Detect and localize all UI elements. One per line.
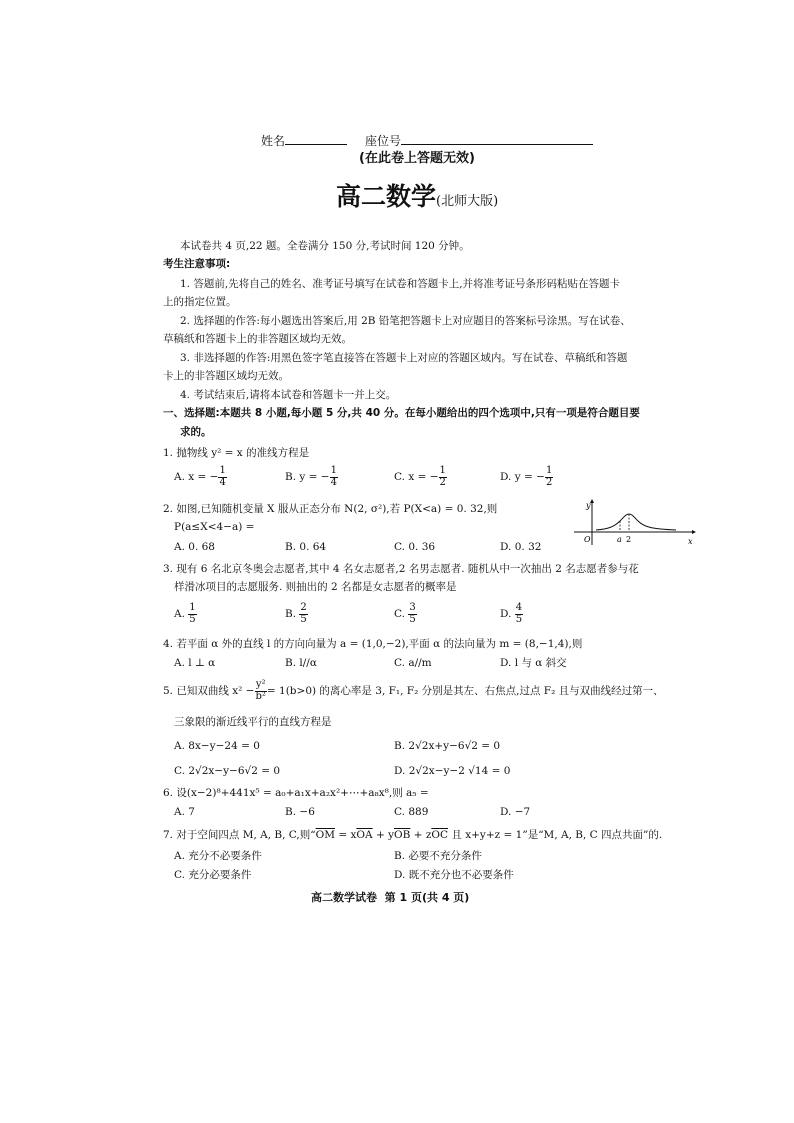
note-3b: 卡上的非答题区域均无效。: [163, 370, 289, 382]
note-1b: 上的指定位置。: [163, 296, 237, 308]
vector-ob: $\overline{OB}$: [394, 829, 411, 841]
q6-option-d: D. −7: [500, 806, 531, 818]
seat-field: [365, 133, 593, 149]
vector-om: $\overline{OM}$: [315, 829, 335, 841]
q1-option-c: C. x = − $\frac{1}{2}$: [394, 465, 446, 488]
q5-stem: 5. 已知双曲线 x² − $\frac{\text{y²}}{\text{b²}}$ = 1(b>0) 的离心率是 3, F₁, F₂ 分别是其左、右焦点,过点 F₂ 且与双曲线经过第一、: [163, 679, 664, 702]
q7-option-d: D. 既不充分也不必要条件: [394, 869, 514, 881]
q7-stem: 7. 对于空间四点 M, A, B, C,则“$\overline{OM} = x\overline{OA} + y\overline{OB} + z\overline{OC}$ 且 x+y+z = 1”是“M, A, B, C 四点共面”的.: [163, 829, 663, 841]
page-title: [336, 180, 498, 214]
title-text: 高二数学: [336, 182, 437, 211]
note-2b: 草稿纸和答题卡上的非答题区域均无效。: [163, 333, 352, 345]
q4-option-c: C. a//m: [394, 657, 432, 669]
q5-option-d: D. 2√2x−y−2 √14 = 0: [394, 765, 511, 777]
note-1a: 1. 答题前,先将自己的姓名、准考证号填写在试卷和答题卡上,并将准考证号条形码粘贴在答题卡: [180, 278, 621, 290]
q1-stem: 1. 抛物线 y² = x 的准线方程是: [163, 447, 310, 459]
notice: (在此卷上答题无效): [359, 151, 475, 166]
q2-option-c: C. 0. 36: [394, 541, 436, 553]
q7-option-c: C. 充分必要条件: [174, 869, 252, 881]
q5-option-c: C. 2√2x−y−6√2 = 0: [174, 765, 281, 777]
q4-option-b: B. l//α: [285, 657, 317, 669]
note-3a: 3. 非选择题的作答:用黑色签字笔直接答在答题卡上对应的答题区域内。写在试卷、草稿纸和答题: [180, 352, 628, 364]
note-4: 4. 考试结束后,请将本试卷和答题卡一并上交。: [180, 389, 397, 401]
y-axis-label: y: [586, 501, 591, 510]
q2-option-a: A. 0. 68: [174, 541, 215, 553]
q6-option-a: A. 7: [174, 806, 195, 818]
q7-option-b: B. 必要不充分条件: [394, 850, 482, 862]
q7-option-a: A. 充分不必要条件: [174, 850, 262, 862]
intro-summary: 本试卷共 4 页,22 题。全卷满分 150 分,考试时间 120 分钟。: [180, 240, 470, 252]
q3-option-c: C. $\frac{3}{5}$: [394, 602, 416, 625]
q1-option-b: B. y = − $\frac{1}{4}$: [285, 465, 337, 488]
q2-stem: 2. 如图,已知随机变量 X 服从正态分布 N(2, σ²),若 P(X<a) = 0. 32,则: [163, 503, 498, 515]
x-axis-arrow: [692, 530, 696, 534]
vector-oa: $\overline{OA}$: [356, 829, 373, 841]
q3-option-b: B. $\frac{2}{5}$: [285, 602, 307, 625]
q3-option-a: A. $\frac{1}{5}$: [174, 602, 196, 625]
q6-stem: 6. 设(x−2)⁸+441x⁵ = a₀+a₁x+a₂x²+⋯+a₈x⁸,则 a₅ =: [163, 787, 429, 799]
seat-label: 座位号: [365, 134, 402, 148]
mean-label: 2: [626, 535, 632, 544]
section-heading: 一、选择题:本题共 8 小题,每小题 5 分,共 40 分。在每小题给出的四个选项中,只有一项是符合题目要: [163, 407, 640, 419]
notes-title: 考生注意事项:: [163, 258, 231, 270]
q3-stem-cont: 样滑冰项目的志愿服务. 则抽出的 2 名都是女志愿者的概率是: [174, 581, 457, 593]
q6-option-c: C. 889: [394, 806, 429, 818]
normal-distribution-figure: [566, 499, 696, 547]
q4-option-a: A. l ⊥ α: [174, 657, 216, 669]
name-field: [261, 133, 347, 149]
q5-option-b: B. 2√2x+y−6√2 = 0: [394, 740, 501, 752]
page-footer: 高二数学试卷 第 1 页(共 4 页): [311, 891, 470, 904]
q5-stem-cont: 三象限的渐近线平行的直线方程是: [174, 716, 332, 728]
q2-option-b: B. 0. 64: [285, 541, 327, 553]
name-label: 姓名: [261, 134, 286, 148]
q2-option-d: D. 0. 32: [500, 541, 542, 553]
x-axis-label: x: [688, 537, 693, 546]
seat-blank: [401, 144, 593, 145]
q3-option-d: D. $\frac{4}{5}$: [500, 602, 523, 625]
q5-option-a: A. 8x−y−24 = 0: [174, 740, 260, 752]
q3-stem: 3. 现有 6 名北京冬奥会志愿者,其中 4 名女志愿者,2 名男志愿者. 随机从中一次抽出 2 名志愿者参与花: [163, 563, 639, 575]
edition-text: (北师大版): [436, 194, 499, 209]
section-heading-cont: 求的。: [180, 426, 212, 438]
vector-oc: $\overline{OC}$: [431, 829, 449, 841]
origin-label: O: [584, 535, 591, 544]
bell-curve: [596, 514, 676, 530]
q1-option-a: A. x = − $\frac{1}{4}$: [174, 465, 226, 488]
q4-stem: 4. 若平面 α 外的直线 l 的方向向量为 a = (1,0,−2),平面 α 的法向量为 m = (8,−1,4),则: [163, 638, 583, 650]
a-label: a: [617, 535, 622, 544]
q1-option-d: D. y = − $\frac{1}{2}$: [500, 465, 553, 488]
note-2a: 2. 选择题的作答:每小题选出答案后,用 2B 铅笔把答题卡上对应题目的答案标号涂黑。写在试卷、: [180, 315, 631, 327]
name-blank: [285, 144, 347, 145]
q6-option-b: B. −6: [285, 806, 315, 818]
y-axis-arrow: [590, 499, 594, 503]
q4-option-d: D. l 与 α 斜交: [500, 657, 567, 669]
q2-stem-cont: P(a≤X<4−a) =: [174, 521, 255, 533]
